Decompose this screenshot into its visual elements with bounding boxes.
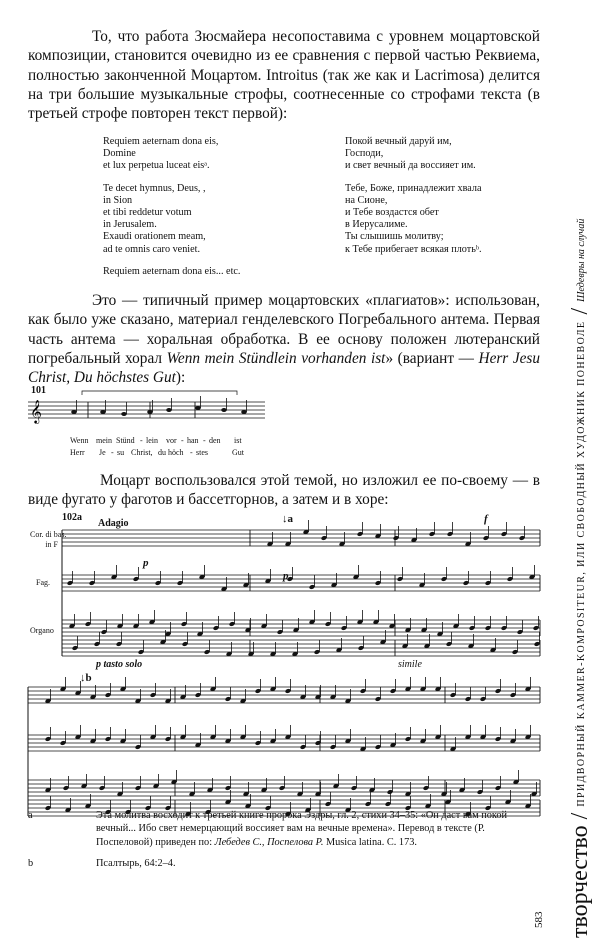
text: Requiem aeternam dona eis... etc. bbox=[103, 265, 241, 277]
notehead bbox=[147, 410, 153, 414]
text: на Сионе, bbox=[345, 194, 388, 206]
page-number: 583 bbox=[533, 911, 545, 928]
lyric-syllable: höch bbox=[168, 448, 184, 457]
text: in Jerusalem. bbox=[103, 219, 157, 231]
lyric-syllable: Stünd bbox=[116, 436, 135, 445]
text: Musica latina. С. 173. bbox=[323, 836, 417, 848]
notehead bbox=[221, 408, 227, 412]
notehead bbox=[166, 408, 172, 412]
footnote-a bbox=[28, 809, 528, 849]
chapter-title: творчество bbox=[567, 825, 593, 938]
text: Лебедев С., Поспелова Р. bbox=[214, 836, 324, 848]
lyric-syllable: ist bbox=[234, 436, 242, 445]
footnote-mark-a: ↓a bbox=[282, 513, 293, 525]
text: Exaudi orationem meam, bbox=[103, 231, 206, 243]
text: Псалтырь, 64:2–4. bbox=[96, 858, 176, 869]
instrument-label-organo: Organo bbox=[30, 626, 54, 635]
lyric-syllable: stes bbox=[196, 448, 208, 457]
notehead bbox=[241, 410, 247, 414]
lyric-syllable: den bbox=[209, 436, 221, 445]
text: / bbox=[567, 812, 593, 820]
lyric-syllable: - bbox=[111, 448, 114, 457]
notehead bbox=[100, 410, 106, 414]
dynamic-p: p bbox=[283, 570, 289, 582]
lyric-syllable: han bbox=[187, 436, 199, 445]
tasto-solo-marking: p tasto solo bbox=[96, 659, 143, 670]
simile-marking: simile bbox=[398, 659, 422, 670]
lyric-syllable: Gut bbox=[232, 448, 244, 457]
text: в Иерусалиме. bbox=[345, 219, 408, 231]
instrument-label-fag: Fag. bbox=[36, 578, 50, 587]
text: et lux perpetua luceat eisᵃ. bbox=[103, 160, 210, 172]
text: Herr Jesu Christ, Du höchstes Gut bbox=[28, 349, 541, 387]
text: et tibi reddetur votum bbox=[103, 207, 192, 219]
text: Покой вечный даруй им, bbox=[345, 136, 452, 147]
notehead bbox=[71, 410, 77, 414]
text: / bbox=[567, 307, 593, 315]
text: in Sion bbox=[103, 194, 133, 206]
lyric-syllable: lein bbox=[146, 436, 158, 445]
instrument-label-cor bbox=[30, 530, 67, 550]
lyric-syllable: mein bbox=[96, 436, 112, 445]
lyric-syllable: vor bbox=[166, 436, 177, 445]
text: Te decet hymnus, Deus, , bbox=[103, 182, 206, 194]
text: a bbox=[28, 810, 33, 821]
text: » (вариант — bbox=[385, 349, 479, 367]
lyric-syllable: du bbox=[158, 448, 166, 457]
text: in F bbox=[45, 540, 58, 549]
text: и свет вечный да воссияет им. bbox=[345, 160, 476, 172]
text: Cor. di bas. bbox=[30, 530, 67, 539]
text: Wenn mein Stündlein vorhanden ist bbox=[166, 349, 386, 367]
text: и Тебе воздастся обет bbox=[345, 207, 439, 219]
text: Тебе, Боже, принадлежит хвала bbox=[345, 182, 482, 194]
lyric-syllable: Christ, bbox=[131, 448, 153, 457]
lyric-syllable: Je bbox=[99, 448, 106, 457]
lyric-syllable: - bbox=[190, 448, 193, 457]
footnote-mark-b: ↓b bbox=[80, 672, 92, 684]
text: Моцарт воспользовался этой темой, но изложил ее по-своему — в виде фугато у фаготов и бассетгорнов, а затем и в хоре: bbox=[28, 472, 540, 509]
lyric-syllable: su bbox=[117, 448, 125, 457]
lyric-syllable: - bbox=[181, 436, 184, 445]
text: Эта молитва восходит к третьей книге пророка Эздры, гл. 2, стихи 34–35: «Он даст вам покой вечный... Ибо свет немерцающий воссияет вам на вечные времена». Перевод в тексте (Р. Поспеловой) приведен по: bbox=[96, 810, 508, 848]
text: b bbox=[28, 858, 34, 869]
text: Это — типичный пример моцартовских «плагиатов»: использован, как было уже сказано, материал генделевского Погребального антема. Первая часть антема — хоральная обработка. В ее основу положен лютеранский погребальный хорал bbox=[28, 292, 540, 367]
subsection-title: Шедевры на случай bbox=[576, 218, 587, 302]
dynamic-f: f bbox=[484, 513, 488, 525]
treble-clef-icon: 𝄞 bbox=[30, 399, 42, 423]
lyric-syllable: Wenn bbox=[70, 436, 89, 445]
section-title: ПРИДВОРНЫЙ KAMMER-KOMPOSITEUR, ИЛИ СВОБОДНЫЙ ХУДОЖНИК ПОНЕВОЛЕ bbox=[576, 320, 587, 807]
text: Господи, bbox=[345, 148, 384, 160]
lyric-syllable: - bbox=[140, 436, 143, 445]
footnote-b bbox=[28, 857, 528, 870]
lyric-syllable: - bbox=[203, 436, 206, 445]
text: к Тебе прибегает всякая плотьᵇ. bbox=[345, 243, 482, 255]
example-number: 102a bbox=[62, 512, 82, 523]
text: Ты слышишь молитву; bbox=[345, 231, 444, 243]
text: ): bbox=[175, 369, 186, 387]
tempo-marking: Adagio bbox=[98, 518, 129, 529]
text: Domine bbox=[103, 148, 136, 160]
lyric-syllable: Herr bbox=[70, 448, 85, 457]
running-header bbox=[566, 219, 596, 938]
dynamic-p: p bbox=[143, 557, 149, 569]
paragraph-3 bbox=[28, 471, 540, 510]
notehead bbox=[121, 412, 127, 416]
text: Requiem aeternam dona eis, bbox=[103, 136, 219, 147]
example-number: 101 bbox=[31, 385, 46, 396]
text: ad te omnis caro veniet. bbox=[103, 243, 201, 255]
paragraph-text: То, что работа Зюсмайера несопоставима с уровнем моцартовской композиции, становится очевидно из ее сравнения с первой частью Реквиема, полностью законченной Моцартом. Introitus (так же как и Lacrimosa) делится на три большие музыкальные строфы, соотнесенные со строфами текста (в третьей строфе повторен текст первой): bbox=[28, 28, 540, 123]
phrase-bracket bbox=[82, 391, 237, 395]
notehead bbox=[195, 406, 201, 410]
